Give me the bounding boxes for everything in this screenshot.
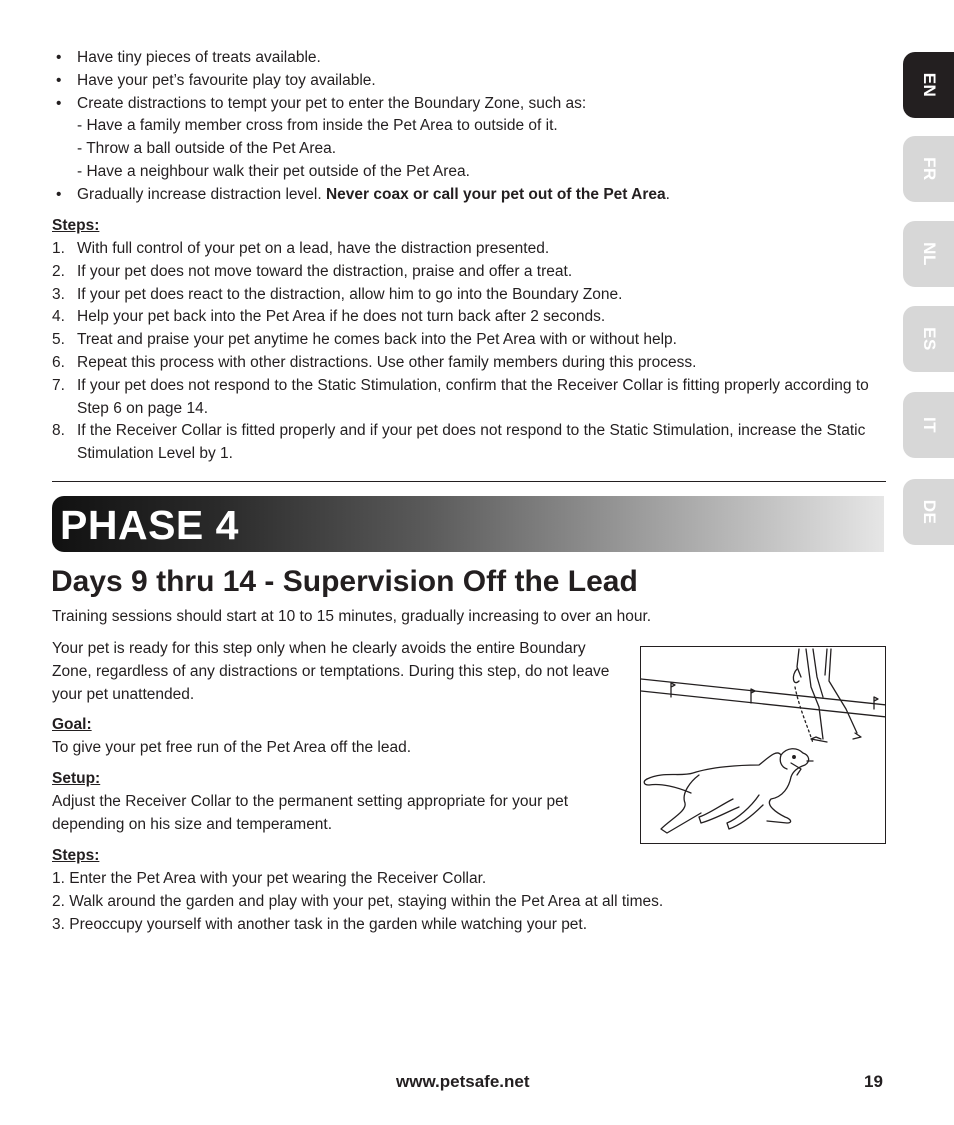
phase-title: PHASE 4 xyxy=(60,502,239,548)
step-item: 1. Enter the Pet Area with your pet wearing the Receiver Collar. xyxy=(52,870,487,887)
sub-item: - Have a neighbour walk their pet outside of the Pet Area. xyxy=(77,162,470,180)
tab-it[interactable]: IT xyxy=(903,392,954,458)
tab-de[interactable]: DE xyxy=(903,479,954,545)
sub-item: - Have a family member cross from inside the Pet Area to outside of it. xyxy=(77,117,558,135)
step-item: 3. Preoccupy yourself with another task in the garden while watching your pet. xyxy=(52,915,588,933)
tab-nl[interactable]: NL xyxy=(903,221,954,287)
step-item: 4. Help your pet back into the Pet Area if he does not turn back after 2 seconds. xyxy=(52,308,606,326)
warning-text: Never coax or call your pet out of the Pet Area xyxy=(325,185,666,203)
steps-heading: Steps: xyxy=(52,217,100,234)
list-item: • Create distractions to tempt your pet to enter the Boundary Zone, such as: - Have a family member cross from inside the Pet Area to outside of it. - Throw a ball outside of the Pet Area. - Have a neighbour walk their pet outside of the Pet Area. xyxy=(52,93,892,184)
footer-url: www.petsafe.net xyxy=(396,1072,530,1091)
sub-item: - Throw a ball outside of the Pet Area. xyxy=(77,140,337,158)
list-item: • Gradually increase distraction level. Never coax or call your pet out of the Pet Area. xyxy=(52,184,892,207)
section-divider xyxy=(52,481,886,482)
page-number: 19 xyxy=(864,1072,883,1091)
steps-list xyxy=(52,238,882,466)
illustration-drawing xyxy=(641,647,886,844)
step-item: 7. If your pet does not respond to the Static Stimulation, confirm that the Receiver Collar is fitting properly according to Step 6 on page 14. xyxy=(52,376,869,417)
list-item: • Have your pet’s favourite play toy available. xyxy=(52,70,892,93)
tab-fr[interactable]: FR xyxy=(903,136,954,202)
step-item: 2. If your pet does not move toward the distraction, praise and offer a treat. xyxy=(52,262,573,280)
goal-text: To give your pet free run of the Pet Area off the lead. xyxy=(52,739,412,756)
tab-en[interactable]: EN xyxy=(903,52,954,118)
step-item: 5. Treat and praise your pet anytime he comes back into the Pet Area with or without help. xyxy=(52,331,677,349)
step-item: 8. If the Receiver Collar is fitted properly and if your pet does not respond to the Static Stimulation, increase the Static Stimulation Level by 1. xyxy=(52,422,866,463)
steps-heading: Steps: xyxy=(52,847,100,864)
section-heading: Days 9 thru 14 - Supervision Off the Lead xyxy=(51,565,638,598)
step-item: 3. If your pet does react to the distraction, allow him to go into the Boundary Zone. xyxy=(52,285,623,303)
steps-list xyxy=(52,868,882,936)
distraction-tips-list xyxy=(52,47,892,207)
dog-running-illustration xyxy=(640,646,886,844)
goal-heading: Goal: xyxy=(52,716,92,733)
tab-es[interactable]: ES xyxy=(903,306,954,372)
setup-heading: Setup: xyxy=(52,770,101,787)
intro-paragraph: Training sessions should start at 10 to 15 minutes, gradually increasing to over an hour. xyxy=(52,608,652,625)
list-item: • Have tiny pieces of treats available. xyxy=(52,47,892,70)
setup-text: Adjust the Receiver Collar to the permanent setting appropriate for your pet depending on his size and temperament. xyxy=(52,793,569,833)
step-item: 1. With full control of your pet on a lead, have the distraction presented. xyxy=(52,240,550,257)
readiness-paragraph: Your pet is ready for this step only when he clearly avoids the entire Boundary Zone, regardless of any distractions or temptations. During this step, do not leave your pet unattended. xyxy=(52,640,610,703)
step-item: 2. Walk around the garden and play with your pet, staying within the Pet Area at all times. xyxy=(52,892,664,910)
step-item: 6. Repeat this process with other distractions. Use other family members during this process. xyxy=(52,353,697,371)
